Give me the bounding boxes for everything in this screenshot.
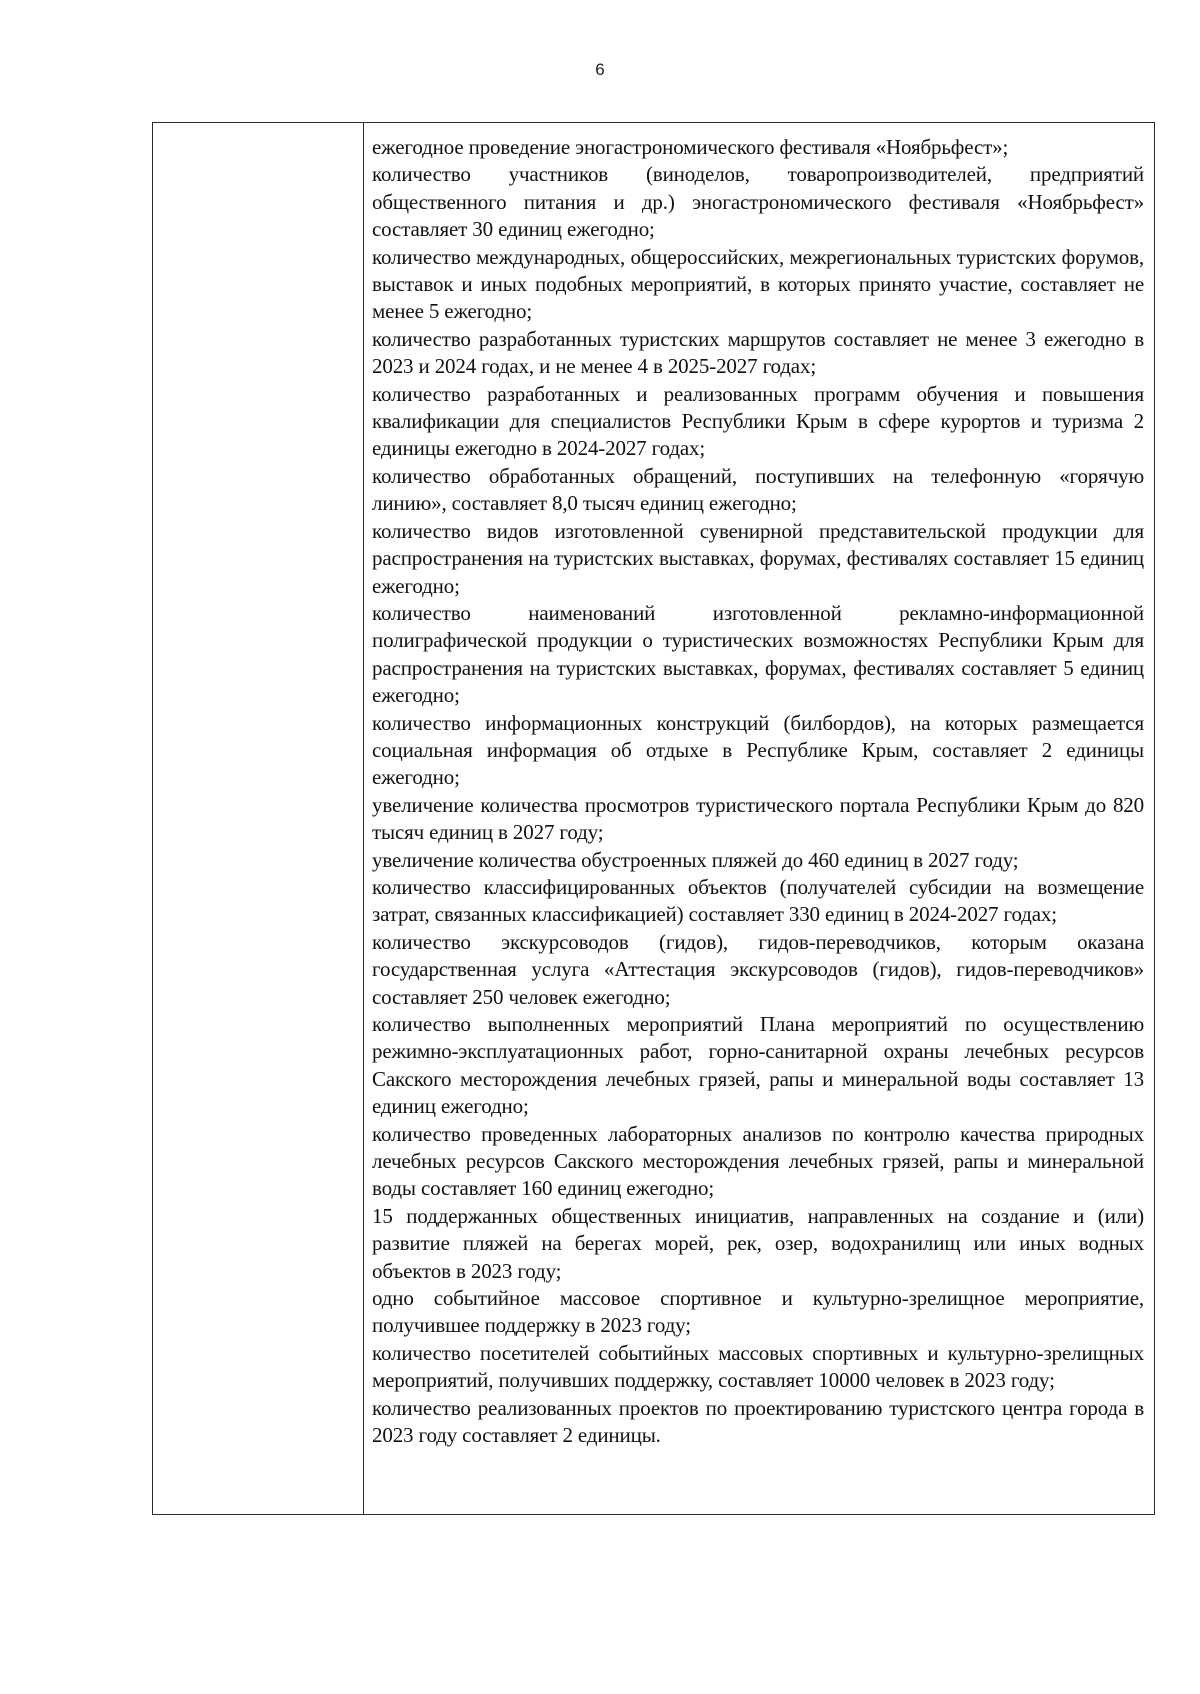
page-number: 6 bbox=[595, 60, 605, 79]
list-item: количество проведенных лабораторных анализов по контролю качества природных лечебных ресурсов Сакского месторождения лечебных грязей, рапы и минеральной воды составляет 160 единиц ежегодно; bbox=[372, 1121, 1144, 1201]
list-item: количество разработанных и реализованных программ обучения и повышения квалификации для специалистов Республики Крым в сфере курортов и туризма 2 единицы ежегодно в 2024-2027 годах; bbox=[372, 381, 1144, 461]
list-item: количество экскурсоводов (гидов), гидов-переводчиков, которым оказана государственная услуга «Аттестация экскурсоводов (гидов), гидов-переводчиков» составляет 250 человек ежегодно; bbox=[372, 929, 1144, 1009]
document-table bbox=[152, 122, 1155, 1515]
list-item: количество посетителей событийных массовых спортивных и культурно-зрелищных мероприятий, получивших поддержку, составляет 10000 человек в 2023 году; bbox=[372, 1340, 1144, 1393]
table-row bbox=[153, 123, 1155, 1515]
list-item: количество наименований изготовленной рекламно-информационной полиграфической продукции о туристических возможностях Республики Крым для распространения на туристских выставках, форумах, фестивалях составляет 5 единиц ежегодно; bbox=[372, 600, 1144, 708]
list-item: количество информационных конструкций (билбордов), на которых размещается социальная информация об отдыхе в Республике Крым, составляет 2 единицы ежегодно; bbox=[372, 710, 1144, 790]
list-item: 15 поддержанных общественных инициатив, направленных на создание и (или) развитие пляжей на берегах морей, рек, озер, водохранилищ или иных водных объектов в 2023 году; bbox=[372, 1203, 1144, 1283]
list-item: увеличение количества обустроенных пляжей до 460 единиц в 2027 году; bbox=[372, 847, 1019, 872]
list-item: количество участников (виноделов, товаропроизводителей, предприятий общественного питания и др.) эногастрономического фестиваля «Ноябрьфест» составляет 30 единиц ежегодно; bbox=[372, 162, 1144, 242]
list-item: количество международных, общероссийских, межрегиональных туристских форумов, выставок и иных подобных мероприятий, в которых принято участие, составляет не менее 5 ежегодно; bbox=[372, 244, 1144, 324]
table-cell-left bbox=[153, 123, 364, 1515]
indicators-list bbox=[372, 134, 1144, 1450]
list-item: ежегодное проведение эногастрономического фестиваля «Ноябрьфест»; bbox=[372, 135, 1009, 159]
list-item: количество реализованных проектов по проектированию туристского центра города в 2023 году составляет 2 единицы. bbox=[372, 1395, 1144, 1448]
list-item: количество выполненных мероприятий Плана мероприятий по осуществлению режимно-эксплуатационных работ, горно-санитарной охраны лечебных ресурсов Сакского месторождения лечебных грязей, рапы и минеральной воды составляет 13 единиц ежегодно; bbox=[372, 1012, 1144, 1119]
list-item: количество классифицированных объектов (получателей субсидии на возмещение затрат, связанных классификацией) составляет 330 единиц в 2024-2027 годах; bbox=[372, 874, 1144, 927]
list-item: количество разработанных туристских маршрутов составляет не менее 3 ежегодно в 2023 и 2024 годах, и не менее 4 в 2025-2027 годах; bbox=[372, 326, 1144, 379]
list-item: увеличение количества просмотров туристического портала Республики Крым до 820 тысяч единиц в 2027 году; bbox=[372, 792, 1144, 845]
list-item: количество обработанных обращений, поступивших на телефонную «горячую линию», составляет 8,0 тысяч единиц ежегодно; bbox=[372, 463, 1144, 516]
table-cell-right bbox=[364, 123, 1155, 1515]
list-item: одно событийное массовое спортивное и культурно-зрелищное мероприятие, получившее поддержку в 2023 году; bbox=[372, 1286, 1144, 1338]
list-item: количество видов изготовленной сувенирной представительской продукции для распространения на туристских выставках, форумах, фестивалях составляет 15 единиц ежегодно; bbox=[372, 518, 1144, 598]
